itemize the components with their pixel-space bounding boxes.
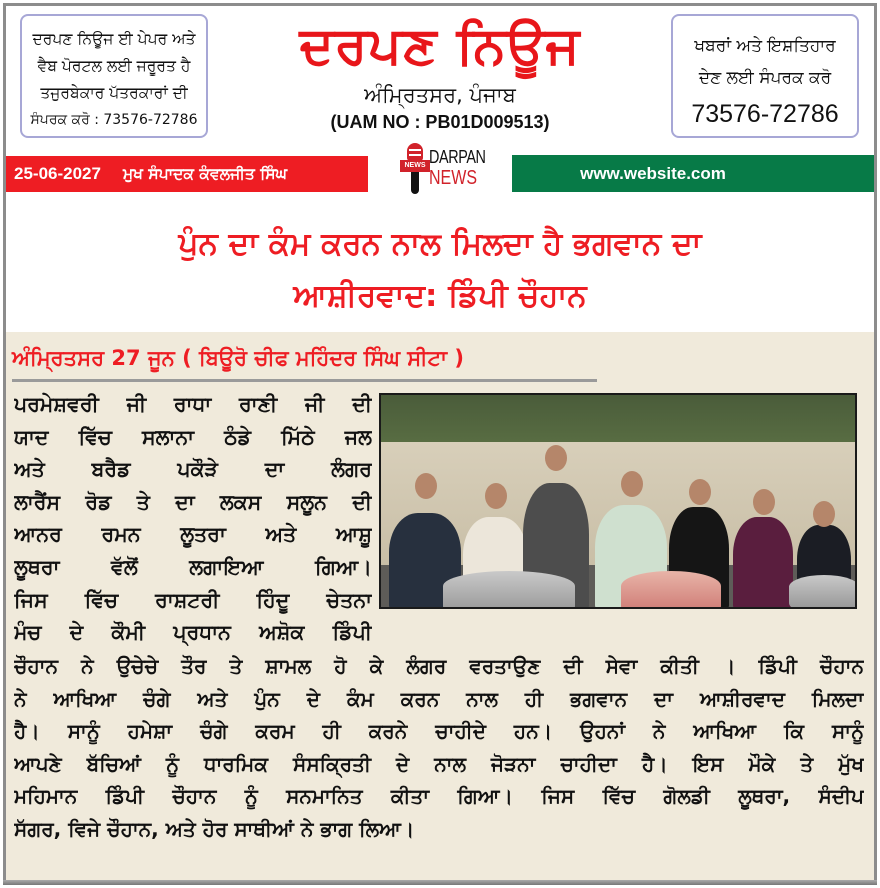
body-line: ਅਤੇ ਬਰੈਡ ਪਕੌੜੇ ਦਾ ਲੰਗਰ bbox=[14, 457, 372, 482]
microphone-handle bbox=[411, 172, 419, 194]
logo-word-news: NEWS bbox=[429, 167, 477, 189]
page-bottom-border bbox=[3, 880, 877, 885]
ad-phone: 73576-72786 bbox=[691, 100, 839, 128]
photo-cooking-pot bbox=[621, 571, 721, 609]
brand-city: ਅੰਮ੍ਰਿਤਸਰ, ਪੰਜਾਬ bbox=[364, 83, 516, 107]
headline-line: ਪੁੰਨ ਦਾ ਕੰਮ ਕਰਨ ਨਾਲ ਮਿਲਦਾ ਹੈ ਭਗਵਾਨ ਦਾ bbox=[178, 226, 702, 262]
darpan-news-logo bbox=[397, 143, 497, 199]
photo-person bbox=[733, 517, 793, 609]
ad-line: ਦਰਪਣ ਨਿਊਜ ਈ ਪੇਪਰ ਅਤੇ bbox=[32, 30, 196, 48]
photo-person-head bbox=[485, 483, 507, 509]
photo-person-head bbox=[689, 479, 711, 505]
body-line: ਲਾਰੈਂਸ ਰੋਡ ਤੇ ਦਾ ਲਕਸ ਸਲੂਨ ਦੀ bbox=[14, 489, 372, 514]
masthead bbox=[260, 14, 620, 134]
ad-line: ਖਬਰਾਂ ਅਤੇ ਇਸ਼ਤਿਹਾਰ bbox=[694, 36, 836, 56]
photo-person-head bbox=[545, 445, 567, 471]
body-line: ਆਨਰ ਰਮਨ ਲੂਤਰਾ ਅਤੇ ਆਸ਼ੂ bbox=[14, 522, 372, 547]
brand-title: ਦਰਪਣ ਨਿਊਜ bbox=[299, 16, 581, 76]
divider bbox=[12, 379, 597, 382]
photo-cooking-pot bbox=[443, 571, 575, 609]
website-link[interactable]: www.website.com bbox=[512, 155, 874, 192]
body-line: ਹੈ। ਸਾਨੂੰ ਹਮੇਸ਼ਾ ਚੰਗੇ ਕਰਮ ਹੀ ਕਰਨੇ ਚਾਹੀਦੇ ਹਨ। ਉਹਨਾਂ ਨੇ ਆਖਿਆ ਕਿ ਸਾਨੂੰ bbox=[14, 719, 864, 744]
body-line: ਪਰਮੇਸ਼ਵਰੀ ਜੀ ਰਾਧਾ ਰਾਣੀ ਜੀ ਦੀ bbox=[14, 392, 372, 416]
dateline: ਅੰਮ੍ਰਿਤਸਰ 27 ਜੂਨ ( ਬਿਊਰੋ ਚੀਫ ਮਹਿੰਦਰ ਸਿੰਘ ਸੀਟਾ ) bbox=[12, 346, 464, 370]
ad-line: ਵੈਬ ਪੋਰਟਲ ਲਈ ਜਰੂਰਤ ਹੈ bbox=[37, 57, 191, 75]
microphone-icon bbox=[407, 143, 423, 161]
headline-line: ਆਸ਼ੀਰਵਾਦ: ਡਿੰਪੀ ਚੌਹਾਨ bbox=[293, 278, 587, 314]
chief-editor: ਮੁਖ ਸੰਪਾਦਕ ਕੰਵਲਜੀਤ ਸਿੰਘ bbox=[122, 164, 288, 183]
body-line: ਮਹਿਮਾਨ ਡਿੰਪੀ ਚੌਹਾਨ ਨੂੰ ਸਨਮਾਨਿਤ ਕੀਤਾ ਗਿਆ। ਜਿਸ ਵਿੱਚ ਗੋਲਡੀ ਲੂਥਰਾ, ਸੰਦੀਪ bbox=[14, 784, 864, 809]
reporter-wanted-ad bbox=[20, 14, 208, 138]
body-line: ਸੱਗਰ, ਵਿਜੇ ਚੌਹਾਨ, ਅਤੇ ਹੋਰ ਸਾਥੀਆਂ ਨੇ ਭਾਗ ਲਿਆ। bbox=[14, 816, 415, 841]
photo-person-head bbox=[813, 501, 835, 527]
uam-number: (UAM NO : PB01D009513) bbox=[330, 112, 550, 132]
body-line: ਆਪਣੇ ਬੱਚਿਆਂ ਨੂੰ ਧਾਰਮਿਕ ਸੰਸਕ੍ਰਿਤੀ ਦੇ ਨਾਲ ਜੋੜਨਾ ਚਾਹੀਦਾ ਹੈ। ਇਸ ਮੌਕੇ ਤੇ ਮੁੱਖ bbox=[14, 751, 864, 776]
ad-contact: ਸੰਪਰਕ ਕਰੋ : 73576-72786 bbox=[30, 112, 198, 128]
headline bbox=[20, 218, 860, 322]
ad-line: ਤਜੁਰਬੇਕਾਰ ਪੱਤਰਕਾਰਾਂ ਦੀ bbox=[40, 84, 188, 102]
body-line: ਚੌਹਾਨ ਨੇ ਉਚੇਚੇ ਤੌਰ ਤੇ ਸ਼ਾਮਲ ਹੋ ਕੇ ਲੰਗਰ ਵਰਤਾਉਣ ਦੀ ਸੇਵਾ ਕੀਤੀ । ਡਿੰਪੀ ਚੌਹਾਨ bbox=[14, 654, 864, 678]
advertise-contact-ad bbox=[671, 14, 859, 138]
body-line: ਲੂਥਰਾ ਵੱਲੋਂ ਲਗਾਇਆ ਗਿਆ। bbox=[14, 554, 372, 579]
body-line: ਮੰਚ ਦੇ ਕੌਮੀ ਪ੍ਰਧਾਨ ਅਸ਼ੋਕ ਡਿੰਪੀ bbox=[14, 620, 372, 645]
photo-frying-pan bbox=[789, 575, 857, 609]
logo-word-darpan: DARPAN bbox=[429, 147, 486, 167]
article-body-full bbox=[14, 650, 864, 846]
issue-date: 25-06-2027 bbox=[14, 164, 101, 183]
body-line: ਯਾਦ ਵਿੱਚ ਸਲਾਨਾ ਠੰਡੇ ਮਿੱਠੇ ਜਲ bbox=[14, 424, 372, 449]
body-line: ਨੇ ਆਖਿਆ ਚੰਗੇ ਅਤੇ ਪੁੰਨ ਦੇ ਕੰਮ ਕਰਨ ਨਾਲ ਹੀ ਭਗਵਾਨ ਦਾ ਆਸ਼ੀਰਵਾਦ ਮਿਲਦਾ bbox=[14, 686, 864, 711]
article-photo bbox=[379, 393, 857, 609]
body-line: ਜਿਸ ਵਿੱਚ ਰਾਸ਼ਟਰੀ ਹਿੰਦੂ ਚੇਤਨਾ bbox=[14, 587, 372, 612]
photo-person-head bbox=[415, 473, 437, 499]
ad-line: ਦੇਣ ਲਈ ਸੰਪਰਕ ਕਰੋ bbox=[698, 68, 832, 88]
photo-person-head bbox=[621, 471, 643, 497]
photo-person-head bbox=[753, 489, 775, 515]
article-body-column bbox=[14, 388, 372, 649]
date-editor-bar bbox=[6, 156, 368, 192]
logo-tag: NEWS bbox=[400, 160, 430, 172]
